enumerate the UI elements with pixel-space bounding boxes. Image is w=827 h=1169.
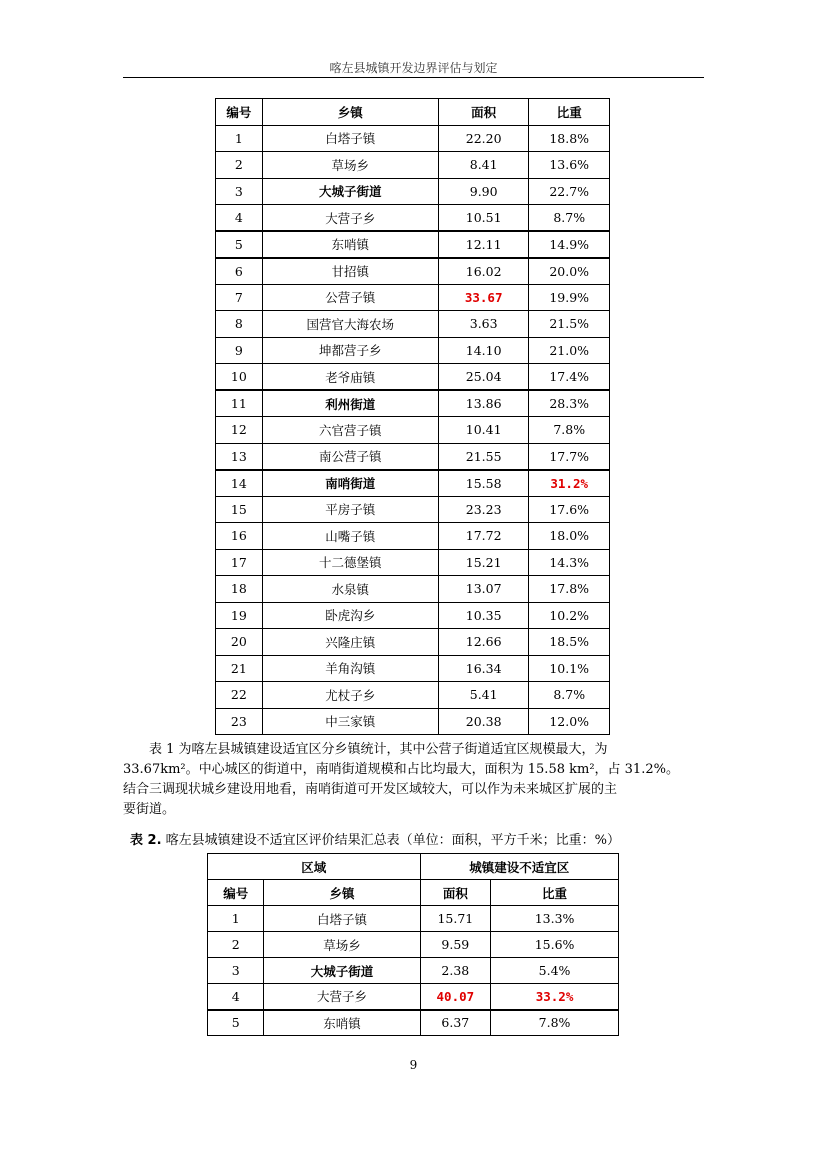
cell-ratio: 7.8% [529, 417, 610, 444]
cell-ratio: 8.7% [529, 682, 610, 709]
table-header-row [216, 99, 610, 126]
cell-town: 南哨街道 [262, 470, 438, 497]
table-row [216, 549, 610, 576]
cell-town: 卧虎沟乡 [262, 602, 438, 629]
cell-ratio: 17.6% [529, 496, 610, 523]
page-number: 9 [409, 1058, 418, 1072]
table-row [216, 496, 610, 523]
table-header-row [208, 880, 619, 906]
cell-town: 中三家镇 [262, 708, 438, 735]
cell-area: 16.34 [438, 655, 528, 682]
cell-area: 17.72 [438, 523, 528, 550]
table-row [216, 284, 610, 311]
cell-no: 11 [216, 390, 263, 417]
cell-ratio: 22.7% [529, 178, 610, 205]
cell-no: 13 [216, 443, 263, 470]
table-row [216, 390, 610, 417]
table-2-caption-label: 表 2. [130, 833, 162, 848]
table-1 [215, 98, 610, 735]
cell-area: 25.04 [438, 364, 528, 391]
table-row [208, 932, 619, 958]
cell-ratio: 15.6% [491, 932, 619, 958]
table-row [216, 708, 610, 735]
cell-no: 22 [216, 682, 263, 709]
cell-area: 13.86 [438, 390, 528, 417]
cell-area-highlight: 33.67 [438, 284, 528, 311]
cell-town: 公营子镇 [262, 284, 438, 311]
cell-ratio: 28.3% [529, 390, 610, 417]
cell-area: 16.02 [438, 258, 528, 285]
cell-no: 23 [216, 708, 263, 735]
col-header-ratio: 比重 [491, 880, 619, 906]
body-paragraph-line: 结合三调现状城乡建设用地看，南哨街道可开发区域较大，可以作为未来城区扩展的主 [123, 782, 618, 797]
cell-area: 10.35 [438, 602, 528, 629]
cell-no: 19 [216, 602, 263, 629]
cell-area: 21.55 [438, 443, 528, 470]
cell-town: 平房子镇 [262, 496, 438, 523]
cell-area: 9.59 [420, 932, 491, 958]
cell-town: 十二德堡镇 [262, 549, 438, 576]
body-paragraph-line: 要街道。 [123, 802, 176, 817]
cell-no: 9 [216, 337, 263, 364]
table-row [216, 337, 610, 364]
table-row [216, 576, 610, 603]
cell-area: 15.71 [420, 906, 491, 932]
table-2 [207, 853, 619, 1036]
table-row [208, 906, 619, 932]
cell-area: 5.41 [438, 682, 528, 709]
cell-town: 尤杖子乡 [262, 682, 438, 709]
table-row [216, 470, 610, 497]
cell-no: 3 [208, 958, 264, 984]
cell-town: 白塔子镇 [264, 906, 420, 932]
cell-no: 17 [216, 549, 263, 576]
cell-area: 14.10 [438, 337, 528, 364]
cell-no: 3 [216, 178, 263, 205]
cell-area: 15.58 [438, 470, 528, 497]
table-row [216, 231, 610, 258]
cell-ratio: 13.3% [491, 906, 619, 932]
cell-town: 山嘴子镇 [262, 523, 438, 550]
table-row [208, 984, 619, 1010]
cell-town: 东哨镇 [264, 1010, 420, 1036]
table-2-caption [130, 829, 730, 848]
cell-area: 15.21 [438, 549, 528, 576]
table-row [216, 152, 610, 179]
cell-town: 东哨镇 [262, 231, 438, 258]
cell-no: 2 [208, 932, 264, 958]
cell-no: 1 [216, 125, 263, 152]
group-header-unsuitable: 城镇建设不适宜区 [420, 854, 618, 880]
cell-ratio: 10.1% [529, 655, 610, 682]
table-row [216, 682, 610, 709]
cell-ratio: 17.7% [529, 443, 610, 470]
cell-town: 羊角沟镇 [262, 655, 438, 682]
table-row [216, 311, 610, 338]
cell-ratio: 14.3% [529, 549, 610, 576]
col-header-town: 乡镇 [264, 880, 420, 906]
table-2-caption-text: 喀左县城镇建设不适宜区评价结果汇总表（单位：面积，平方千米；比重：%） [165, 833, 621, 848]
cell-ratio: 19.9% [529, 284, 610, 311]
cell-town: 甘招镇 [262, 258, 438, 285]
table-row [216, 629, 610, 656]
cell-no: 16 [216, 523, 263, 550]
cell-ratio: 21.0% [529, 337, 610, 364]
cell-no: 18 [216, 576, 263, 603]
cell-ratio-highlight: 33.2% [491, 984, 619, 1010]
cell-no: 12 [216, 417, 263, 444]
cell-area: 10.51 [438, 205, 528, 232]
cell-area: 22.20 [438, 125, 528, 152]
cell-town: 国营官大海农场 [262, 311, 438, 338]
cell-area: 6.37 [420, 1010, 491, 1036]
cell-area: 12.66 [438, 629, 528, 656]
cell-town: 大城子街道 [264, 958, 420, 984]
cell-town: 兴隆庄镇 [262, 629, 438, 656]
table-row [216, 125, 610, 152]
table-row [216, 602, 610, 629]
cell-no: 4 [208, 984, 264, 1010]
cell-area: 2.38 [420, 958, 491, 984]
cell-area: 10.41 [438, 417, 528, 444]
cell-ratio: 18.0% [529, 523, 610, 550]
table-row [216, 364, 610, 391]
cell-no: 5 [216, 231, 263, 258]
cell-area: 3.63 [438, 311, 528, 338]
cell-no: 20 [216, 629, 263, 656]
cell-ratio: 14.9% [529, 231, 610, 258]
cell-ratio: 8.7% [529, 205, 610, 232]
col-header-area: 面积 [420, 880, 491, 906]
cell-town: 利州街道 [262, 390, 438, 417]
cell-area: 20.38 [438, 708, 528, 735]
cell-area-highlight: 40.07 [420, 984, 491, 1010]
cell-no: 1 [208, 906, 264, 932]
table-row [216, 443, 610, 470]
cell-ratio: 5.4% [491, 958, 619, 984]
cell-town: 白塔子镇 [262, 125, 438, 152]
col-header-area: 面积 [438, 99, 528, 126]
table-row [216, 178, 610, 205]
cell-town: 大营子乡 [262, 205, 438, 232]
cell-town: 草场乡 [262, 152, 438, 179]
cell-ratio-highlight: 31.2% [529, 470, 610, 497]
body-paragraph-line: 表 1 为喀左县城镇建设适宜区分乡镇统计，其中公营子街道适宜区规模最大，为 [149, 742, 608, 757]
cell-ratio: 20.0% [529, 258, 610, 285]
cell-ratio: 7.8% [491, 1010, 619, 1036]
cell-town: 南公营子镇 [262, 443, 438, 470]
cell-ratio: 18.8% [529, 125, 610, 152]
body-paragraph-line: 33.67km²。中心城区的街道中，南哨街道规模和占比均最大，面积为 15.58 km²，占 31.2%。 [123, 762, 679, 777]
table-row [216, 417, 610, 444]
table-row [216, 258, 610, 285]
cell-no: 4 [216, 205, 263, 232]
col-header-no: 编号 [216, 99, 263, 126]
cell-town: 六官营子镇 [262, 417, 438, 444]
cell-ratio: 12.0% [529, 708, 610, 735]
col-header-ratio: 比重 [529, 99, 610, 126]
table-row [216, 205, 610, 232]
cell-town: 大营子乡 [264, 984, 420, 1010]
cell-town: 大城子街道 [262, 178, 438, 205]
cell-no: 5 [208, 1010, 264, 1036]
cell-ratio: 13.6% [529, 152, 610, 179]
cell-ratio: 17.8% [529, 576, 610, 603]
cell-town: 草场乡 [264, 932, 420, 958]
cell-area: 9.90 [438, 178, 528, 205]
cell-no: 15 [216, 496, 263, 523]
cell-area: 8.41 [438, 152, 528, 179]
cell-no: 6 [216, 258, 263, 285]
cell-ratio: 18.5% [529, 629, 610, 656]
cell-town: 坤都营子乡 [262, 337, 438, 364]
cell-no: 2 [216, 152, 263, 179]
cell-ratio: 17.4% [529, 364, 610, 391]
table-row [216, 523, 610, 550]
cell-ratio: 10.2% [529, 602, 610, 629]
table-group-header-row [208, 854, 619, 880]
cell-ratio: 21.5% [529, 311, 610, 338]
cell-no: 10 [216, 364, 263, 391]
cell-town: 水泉镇 [262, 576, 438, 603]
group-header-region: 区域 [208, 854, 421, 880]
header-rule [123, 77, 704, 78]
cell-area: 12.11 [438, 231, 528, 258]
cell-no: 21 [216, 655, 263, 682]
cell-area: 13.07 [438, 576, 528, 603]
col-header-town: 乡镇 [262, 99, 438, 126]
running-header: 喀左县城镇开发边界评估与划定 [329, 61, 498, 75]
cell-town: 老爷庙镇 [262, 364, 438, 391]
cell-no: 8 [216, 311, 263, 338]
cell-no: 14 [216, 470, 263, 497]
cell-area: 23.23 [438, 496, 528, 523]
table-row [208, 1010, 619, 1036]
table-row [216, 655, 610, 682]
table-row [208, 958, 619, 984]
cell-no: 7 [216, 284, 263, 311]
col-header-no: 编号 [208, 880, 264, 906]
